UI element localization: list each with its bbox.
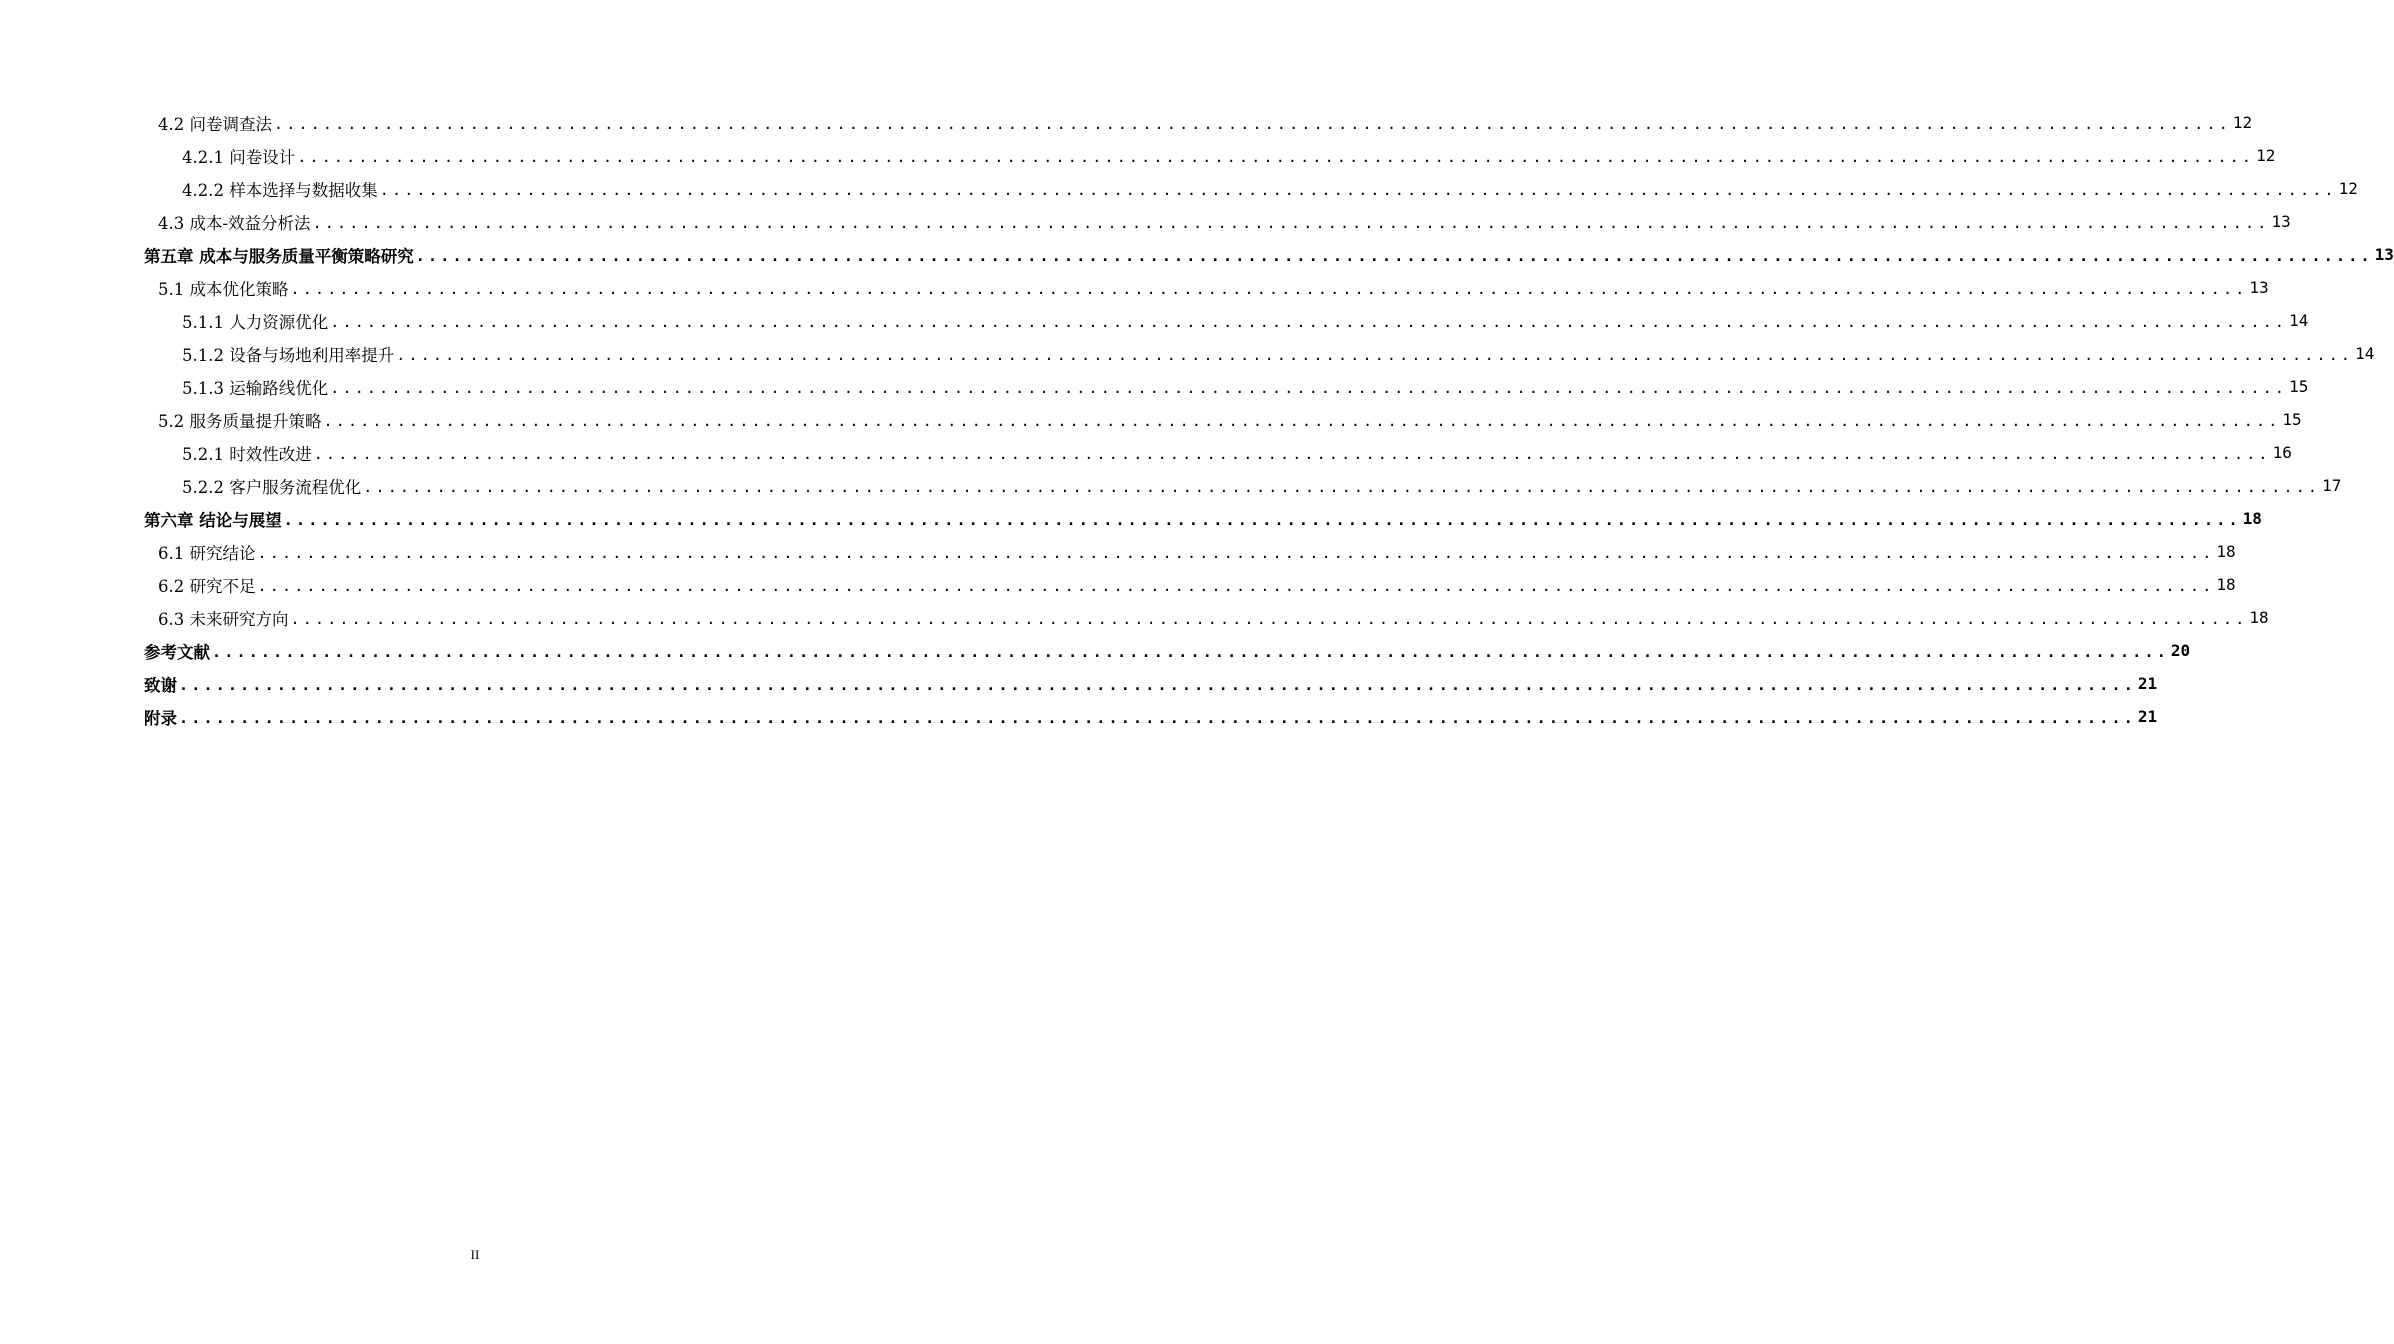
toc-entry-page: 12: [2338, 179, 2358, 198]
toc-entry-page: 18: [2216, 575, 2236, 594]
toc-entry[interactable]: [0, 469, 2342, 502]
toc-entry-title: 4.3 成本-效益分析法: [158, 213, 311, 233]
toc-dot-leader: ................................................................................................................................................................: [323, 412, 2281, 430]
toc-dot-leader: ................................................................................................................................................................: [257, 544, 2215, 562]
toc-dot-leader: ................................................................................................................................................................: [283, 511, 2241, 529]
toc-entry-title: 5.1 成本优化策略: [158, 279, 289, 299]
toc-entry-page: 18: [2242, 509, 2262, 528]
toc-entry-title: 4.2.2 样本选择与数据收集: [182, 180, 378, 200]
toc-entry[interactable]: [0, 634, 2191, 667]
toc-entry-page: 14: [2289, 311, 2309, 330]
toc-entry-page: 18: [2216, 542, 2236, 561]
toc-entry[interactable]: [0, 205, 2291, 238]
toc-entry-title: 5.2.2 客户服务流程优化: [182, 477, 362, 497]
toc-dot-leader: ................................................................................................................................................................: [290, 280, 2248, 298]
toc-dot-leader: ................................................................................................................................................................: [312, 214, 2270, 232]
toc-dot-leader: ................................................................................................................................................................: [212, 643, 2169, 661]
toc-entry-page: 21: [2137, 707, 2158, 726]
toc-entry-page: 12: [2256, 146, 2276, 165]
toc-entry[interactable]: [0, 139, 2276, 172]
toc-entry[interactable]: [0, 601, 2269, 634]
toc-entry-title: 6.2 研究不足: [158, 576, 256, 596]
table-of-contents: [0, 106, 2394, 733]
toc-entry-page: 18: [2249, 608, 2269, 627]
toc-dot-leader: ................................................................................................................................................................: [297, 148, 2255, 166]
toc-entry-title: 附录: [144, 708, 177, 728]
toc-entry-page: 15: [2289, 377, 2309, 396]
toc-entry[interactable]: [0, 172, 2358, 205]
toc-entry-title: 6.3 未来研究方向: [158, 609, 289, 629]
toc-entry-page: 13: [2249, 278, 2269, 297]
toc-entry-title: 5.2.1 时效性改进: [182, 444, 312, 464]
toc-entry-title: 5.1.3 运输路线优化: [182, 378, 329, 398]
toc-entry[interactable]: [0, 535, 2236, 568]
toc-entry-page: 14: [2355, 344, 2375, 363]
toc-entry[interactable]: [0, 106, 2253, 139]
page-number: II: [470, 1247, 480, 1262]
toc-dot-leader: ................................................................................................................................................................: [290, 610, 2248, 628]
toc-entry[interactable]: [0, 370, 2309, 403]
toc-entry[interactable]: [0, 238, 2394, 271]
toc-dot-leader: ................................................................................................................................................................: [257, 577, 2215, 595]
toc-entry-title: 参考文献: [144, 642, 210, 662]
toc-entry-title: 第六章 结论与展望: [144, 510, 282, 530]
toc-dot-leader: ................................................................................................................................................................: [179, 709, 2136, 727]
toc-dot-leader: ................................................................................................................................................................: [363, 478, 2321, 496]
toc-entry[interactable]: [0, 502, 2262, 535]
toc-entry-title: 6.1 研究结论: [158, 543, 256, 563]
toc-dot-leader: ................................................................................................................................................................: [274, 115, 2231, 133]
toc-entry-title: 5.2 服务质量提升策略: [158, 411, 322, 431]
toc-entry[interactable]: [0, 337, 2375, 370]
toc-entry-title: 5.1.1 人力资源优化: [182, 312, 329, 332]
toc-dot-leader: ................................................................................................................................................................: [179, 676, 2136, 694]
toc-entry-title: 4.2 问卷调查法: [158, 114, 272, 134]
toc-entry[interactable]: [0, 568, 2236, 601]
toc-entry[interactable]: [0, 304, 2309, 337]
toc-entry-title: 5.1.2 设备与场地利用率提升: [182, 345, 395, 365]
toc-entry[interactable]: [0, 436, 2292, 469]
toc-entry[interactable]: [0, 403, 2302, 436]
toc-dot-leader: ................................................................................................................................................................: [330, 313, 2288, 331]
toc-entry-page: 16: [2272, 443, 2292, 462]
toc-entry-page: 15: [2282, 410, 2302, 429]
toc-entry-title: 4.2.1 问卷设计: [182, 147, 296, 167]
toc-entry-page: 21: [2137, 674, 2158, 693]
toc-entry[interactable]: [0, 700, 2158, 733]
toc-entry-page: 12: [2232, 113, 2253, 132]
toc-entry[interactable]: [0, 667, 2158, 700]
toc-dot-leader: ................................................................................................................................................................: [313, 445, 2271, 463]
toc-entry-page: 17: [2322, 476, 2342, 495]
toc-entry-title: 致谢: [144, 675, 177, 695]
toc-entry-title: 第五章 成本与服务质量平衡策略研究: [144, 246, 414, 266]
toc-entry-page: 13: [2374, 245, 2394, 264]
toc-dot-leader: ................................................................................................................................................................: [415, 247, 2373, 265]
toc-entry-page: 20: [2170, 641, 2191, 660]
toc-dot-leader: ................................................................................................................................................................: [396, 346, 2354, 364]
toc-entry-page: 13: [2271, 212, 2291, 231]
toc-entry[interactable]: [0, 271, 2269, 304]
toc-dot-leader: ................................................................................................................................................................: [330, 379, 2288, 397]
toc-dot-leader: ................................................................................................................................................................: [379, 181, 2337, 199]
